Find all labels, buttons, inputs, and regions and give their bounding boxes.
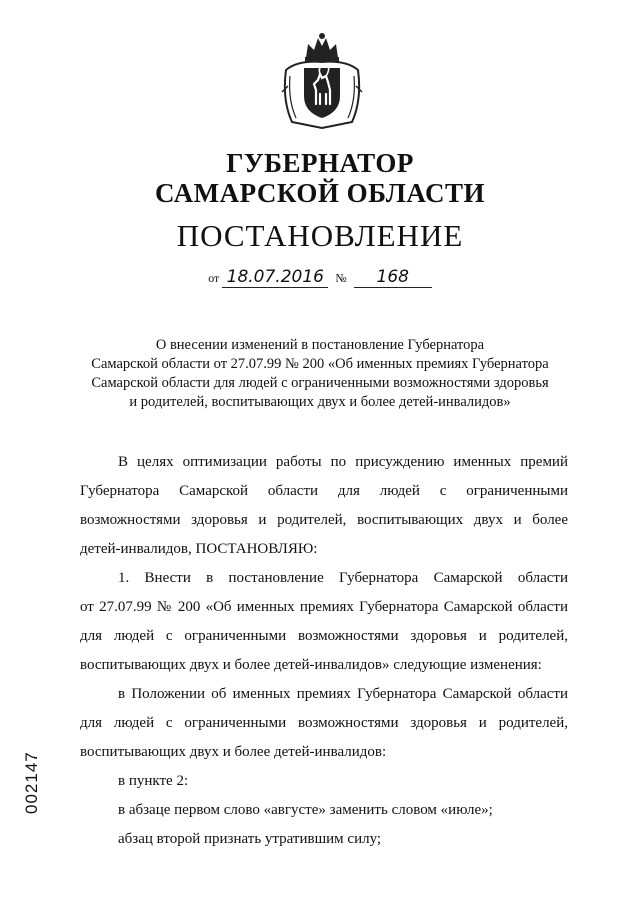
issuer-title-line2: САМАРСКОЙ ОБЛАСТИ	[154, 178, 486, 208]
subject-line: О внесении изменений в постановление Губернатора	[155, 337, 485, 353]
subject-line: Самарской области от 27.07.99 № 200 «Об именных премиях Губернатора	[91, 356, 549, 372]
document-type-title: ПОСТАНОВЛЕНИЕ	[176, 218, 464, 253]
subject-line: и родителей, воспитывающих двух и более детей-инвалидов»	[129, 394, 511, 410]
subject-line: Самарской области для людей с ограниченными возможностями здоровья	[91, 375, 549, 391]
date-number-line	[0, 267, 640, 288]
body-line: 1. Внести в постановление Губернатора Самарской области	[118, 570, 568, 586]
side-registration-number: 002147	[22, 751, 41, 814]
body-line: воспитывающих двух и более детей-инвалидов:	[80, 744, 387, 760]
issuer-title-line1: ГУБЕРНАТОР	[226, 148, 414, 178]
body-line: в Положении об именных премиях Губернатора Самарской области	[118, 686, 568, 702]
date-value: 18.07.2016	[222, 267, 328, 288]
body-line: детей-инвалидов, ПОСТАНОВЛЯЮ:	[80, 541, 318, 557]
number-value: 168	[354, 267, 432, 288]
body-line: воспитывающих двух и более детей-инвалидов» следующие изменения:	[80, 657, 542, 673]
body-line: для людей с ограниченными возможностями здоровья и родителей,	[80, 628, 568, 644]
body-line: в пункте 2:	[118, 773, 189, 789]
samara-coat-of-arms-icon	[276, 30, 368, 130]
body-line: в абзаце первом слово «августе» заменить словом «июле»;	[118, 802, 493, 818]
number-prefix: №	[335, 271, 347, 285]
body-line: возможностями здоровья и родителей, воспитывающих двух и более	[80, 512, 568, 528]
document-subject	[70, 336, 570, 412]
date-prefix: от	[208, 271, 220, 285]
body-line: от 27.07.99 № 200 «Об именных премиях Губернатора Самарской области	[80, 599, 568, 615]
body-line: для людей с ограниченными возможностями здоровья и родителей,	[80, 715, 568, 731]
body-line: абзац второй признать утратившим силу;	[118, 831, 382, 847]
body-line: В целях оптимизации работы по присуждению именных премий	[118, 454, 568, 470]
body-line: Губернатора Самарской области для людей с ограниченными	[80, 483, 568, 499]
